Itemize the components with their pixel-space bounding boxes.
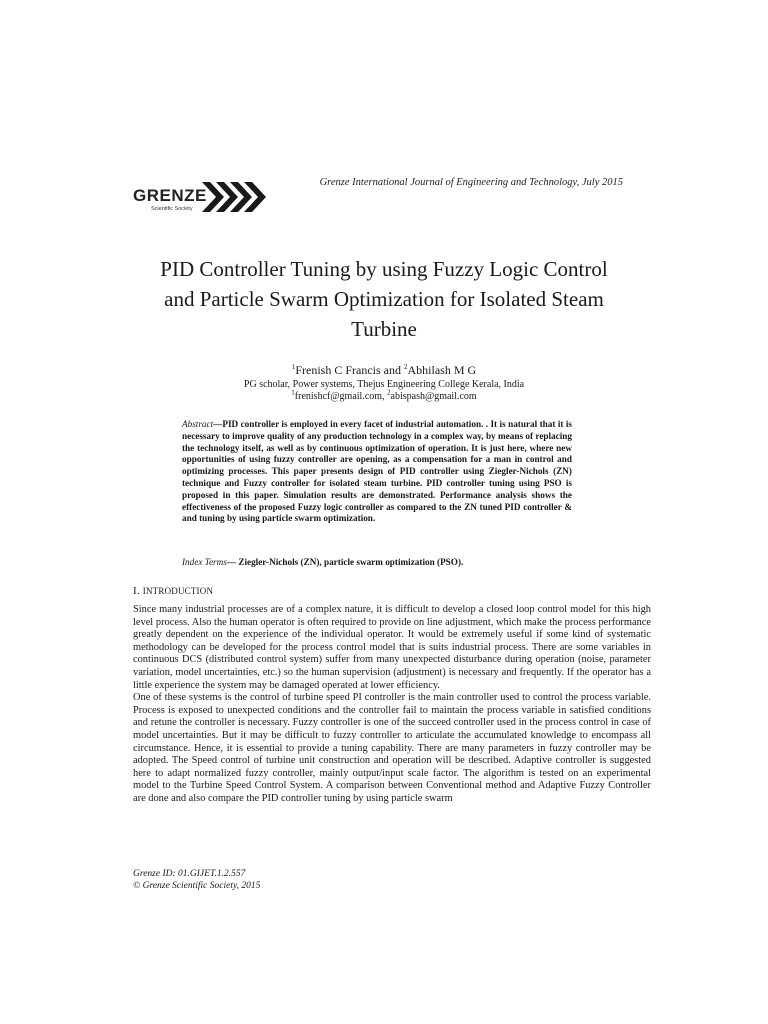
affiliation: PG scholar, Power systems, Thejus Engineering College Kerala, India	[243, 379, 525, 390]
logo-subtitle: Scientific Society	[151, 206, 193, 212]
grenze-logo	[133, 176, 283, 220]
author-superscript: 1	[291, 363, 296, 371]
email-superscript: 1	[291, 388, 295, 397]
section-heading	[133, 585, 213, 597]
author-name: Abhilash M G	[407, 363, 477, 377]
abstract-text: —PID controller is employed in every facet of industrial automation. . It is natural that it is necessary to improve quality of any production technology in a complex way, by means of replacing the technology itself, as well as by continuous optimization of operation. It is just here, where new opportunities of using fuzzy controller are opening, as a compensation for a man in control and optimizing processes. This paper presents design of PID controller using Ziegler-Nichols (ZN) technique and Fuzzy controller for isolated steam turbine. PID controller tuning using PSO is proposed in this paper. Simulation results are demonstrated. Performance analysis shows the effectiveness of the proposed Fuzzy logic controller as compared to the ZN tuned PID controller & and tuning by using particle swarm optimization.	[182, 419, 572, 524]
title-line: and Particle Swarm Optimization for Isolated Steam	[164, 287, 604, 311]
email-superscript: 2	[387, 388, 391, 397]
section-title: INTRODUCTION	[142, 586, 214, 596]
logo-wordmark: GRENZE	[133, 186, 207, 205]
index-terms	[182, 557, 572, 567]
author-superscript: 2	[403, 363, 408, 371]
journal-header: Grenze International Journal of Engineering and Technology, July 2015	[319, 177, 623, 188]
index-terms-label: Index Terms	[182, 557, 227, 567]
author-name: Frenish C Francis and	[295, 363, 404, 377]
title-line: PID Controller Tuning by using Fuzzy Logic Control	[160, 257, 608, 281]
author-emails	[134, 388, 634, 402]
email-address: frenishcf@gmail.com,	[294, 391, 388, 402]
index-terms-text: — Ziegler-Nichols (ZN), particle swarm optimization (PSO).	[226, 557, 464, 567]
chevron-arrows-icon	[202, 178, 268, 216]
title-line: Turbine	[351, 317, 417, 341]
section-number: I.	[133, 585, 143, 597]
author-list	[134, 363, 634, 378]
paragraph: Since many industrial processes are of a complex nature, it is difficult to develop a closed loop control model for this high level process. Also the human operator is often required to provide on line adjustment, which make the process performance greatly dependent on the experience of the individual operator. It would be extremely useful if some kind of systematic methodology can be developed for the process control model that is suits industrial process. There are some variables in continuous DCS (distributed control system) suffer from many unexpected disturbance during operation (noise, parameter variation, model uncertainties, etc.) so the human supervision (adjustment) is necessary and frequently. If the operator has a little experience the system may be damaged operated at lower efficiency.	[133, 604, 651, 691]
paper-title	[110, 254, 658, 344]
copyright: © Grenze Scientific Society, 2015	[133, 881, 261, 891]
grenze-id: Grenze ID: 01.GIJET.1.2.557	[133, 869, 246, 879]
page-footer	[133, 868, 260, 892]
body-text	[133, 604, 651, 806]
email-address: abispash@gmail.com	[390, 391, 477, 402]
abstract-label: Abstract	[182, 419, 214, 429]
abstract	[182, 419, 572, 525]
paragraph: One of these systems is the control of turbine speed PI controller is the main controller used to control the process variable. Process is exposed to unexpected conditions and the controller fail to maintain the process variable in satisfied conditions and retune the controller is necessary. Fuzzy controller is one of the succeed controller used in the process control in case of model uncertainties. But it may be difficult to fuzzy controller to articulate the accumulated knowledge to encompass all circumstance. Hence, it is essential to provide a tuning capability. There are many parameters in fuzzy controller may be adopted. The Speed control of turbine unit construction and operation will be described. Adaptive controller is suggested here to adapt normalized fuzzy controller, mainly output/input scale factor. The algorithm is tested on an experimental model to the Turbine Speed Control System. A comparison between Conventional method and Adaptive Fuzzy Controller are done and also compare the PID controller tuning by using particle swarm	[133, 692, 651, 804]
